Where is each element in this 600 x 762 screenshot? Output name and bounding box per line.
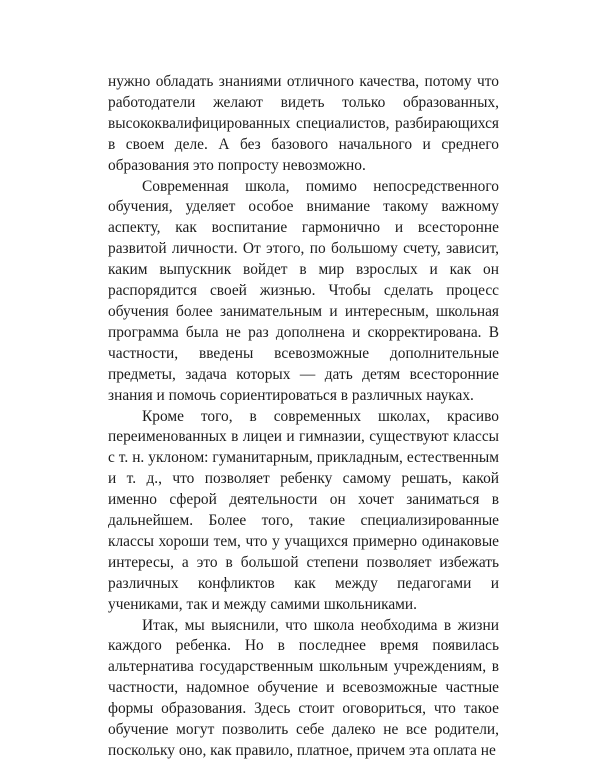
paragraph-3: Кроме того, в современных школах, красиво переименованных в лицеи и гимназии, существуют классы с т. н. уклоном: гуманитарным, прикладным, естественным и т. д., что позволяет ребенку самому решать, какой именно сферой деятельности он хочет заниматься в дальнейшем. Более того, такие специализированные классы хороши тем, что у учащихся примерно одинаковые интересы, а это в большой степени позволяет избежать различных конфликтов как между педагогами и учениками, так и между самими школьниками.: [108, 407, 499, 613]
paragraph-1: нужно обладать знаниями отличного качества, потому что работодатели желают видеть только образованных, высококвалифицированных специалистов, разбирающихся в своем деле. А без базового начального и среднего образования это попросту невозможно.: [108, 73, 499, 174]
page-body: [108, 72, 499, 762]
paragraph-4: Итак, мы выяснили, что школа необходима в жизни каждого ребенка. Но в последнее время появилась альтернатива государственным школьным учреждениям, в частности, надомное обучение и всевозможные частные формы образования. Здесь стоит оговориться, что такое обучение могут позволить себе далеко не все родители, поскольку оно, как правило, платное, причем эта оплата не: [108, 616, 499, 759]
paragraph-2: Современная школа, помимо непосредственного обучения, уделяет особое внимание такому важному аспекту, как воспитание гармонично и всесторонне развитой личности. От этого, по большому счету, зависит, каким выпускник войдет в мир взрослых и как он распорядится своей жизнью. Чтобы сделать процесс обучения более занимательным и интересным, школьная программа была не раз дополнена и скорректирована. В частности, введены всевозможные дополнительные предметы, задача которых — дать детям всесторонние знания и помочь сориентироваться в различных науках.: [108, 177, 499, 404]
